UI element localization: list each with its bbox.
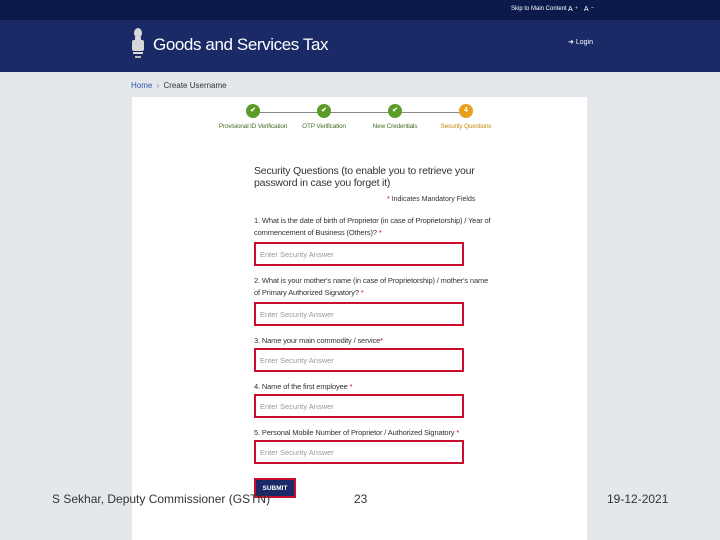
login-arrow-icon: ➜ — [568, 39, 574, 46]
site-title: Goods and Services Tax — [153, 35, 329, 54]
breadcrumb — [131, 81, 227, 90]
slide-footer-author: S Sekhar, Deputy Commissioner (GSTN) — [52, 492, 271, 506]
submit-button[interactable]: SUBMIT — [254, 478, 296, 498]
required-asterisk: * — [380, 336, 383, 345]
security-answer-2-input[interactable] — [254, 302, 464, 326]
slide-page-number: 23 — [354, 492, 368, 506]
breadcrumb-separator: › — [156, 81, 160, 90]
question-2-label — [254, 275, 494, 299]
required-asterisk: * — [378, 228, 382, 237]
step-complete-check-icon: ✔ — [246, 104, 260, 118]
question-4-label — [254, 381, 494, 393]
login-link[interactable] — [568, 38, 593, 46]
question-text: 2. What is your mother's name (in case of Proprietorship) / mother's name of Primary Authorized Signatory? — [254, 276, 489, 297]
required-asterisk: * — [349, 382, 353, 391]
security-answer-5-input[interactable] — [254, 440, 464, 464]
step-complete-check-icon: ✔ — [317, 104, 331, 118]
required-asterisk: * — [360, 288, 364, 297]
step-label: Security Questions — [440, 123, 492, 130]
breadcrumb-home-link[interactable]: Home — [131, 81, 153, 90]
required-asterisk: * — [387, 196, 390, 203]
step-label: Provisional ID Verification — [218, 123, 288, 130]
security-answer-1-input[interactable] — [254, 242, 464, 266]
step-complete-check-icon: ✔ — [388, 104, 402, 118]
breadcrumb-current: Create Username — [163, 81, 227, 90]
step-label: OTP Verification — [302, 123, 346, 130]
security-questions-panel — [132, 97, 587, 540]
required-asterisk: * — [456, 428, 460, 437]
mandatory-note-text: Indicates Mandatory Fields — [391, 196, 476, 203]
step-number-badge: 4 — [459, 104, 473, 118]
step-security-questions — [421, 104, 511, 130]
mandatory-fields-note — [387, 196, 475, 203]
top-utility-bar — [0, 0, 720, 20]
font-size-controls[interactable]: A⁺ A⁻ — [568, 6, 597, 13]
national-emblem-icon — [130, 26, 146, 62]
question-5-label — [254, 427, 494, 439]
site-header — [0, 20, 720, 72]
form-heading: Security Questions (to enable you to retrieve your password in case you forget it) — [254, 165, 475, 189]
question-text: 3. Name your main commodity / service — [254, 336, 381, 345]
skip-to-main-content-link[interactable]: Skip to Main Content — [511, 6, 567, 12]
question-3-label — [254, 335, 494, 347]
slide-footer-date: 19-12-2021 — [607, 492, 669, 506]
security-answer-3-input[interactable] — [254, 348, 464, 372]
question-1-label — [254, 215, 494, 239]
question-text: 5. Personal Mobile Number of Proprietor / Authorized Signatory — [254, 428, 455, 437]
security-answer-4-input[interactable] — [254, 394, 464, 418]
question-text: 4. Name of the first employee — [254, 382, 348, 391]
step-label: New Credentials — [372, 123, 418, 130]
login-label: Login — [575, 39, 593, 46]
question-text: 1. What is the date of birth of Proprietor (in case of Proprietorship) / Year of commencement of Business (Others)? — [254, 216, 491, 237]
